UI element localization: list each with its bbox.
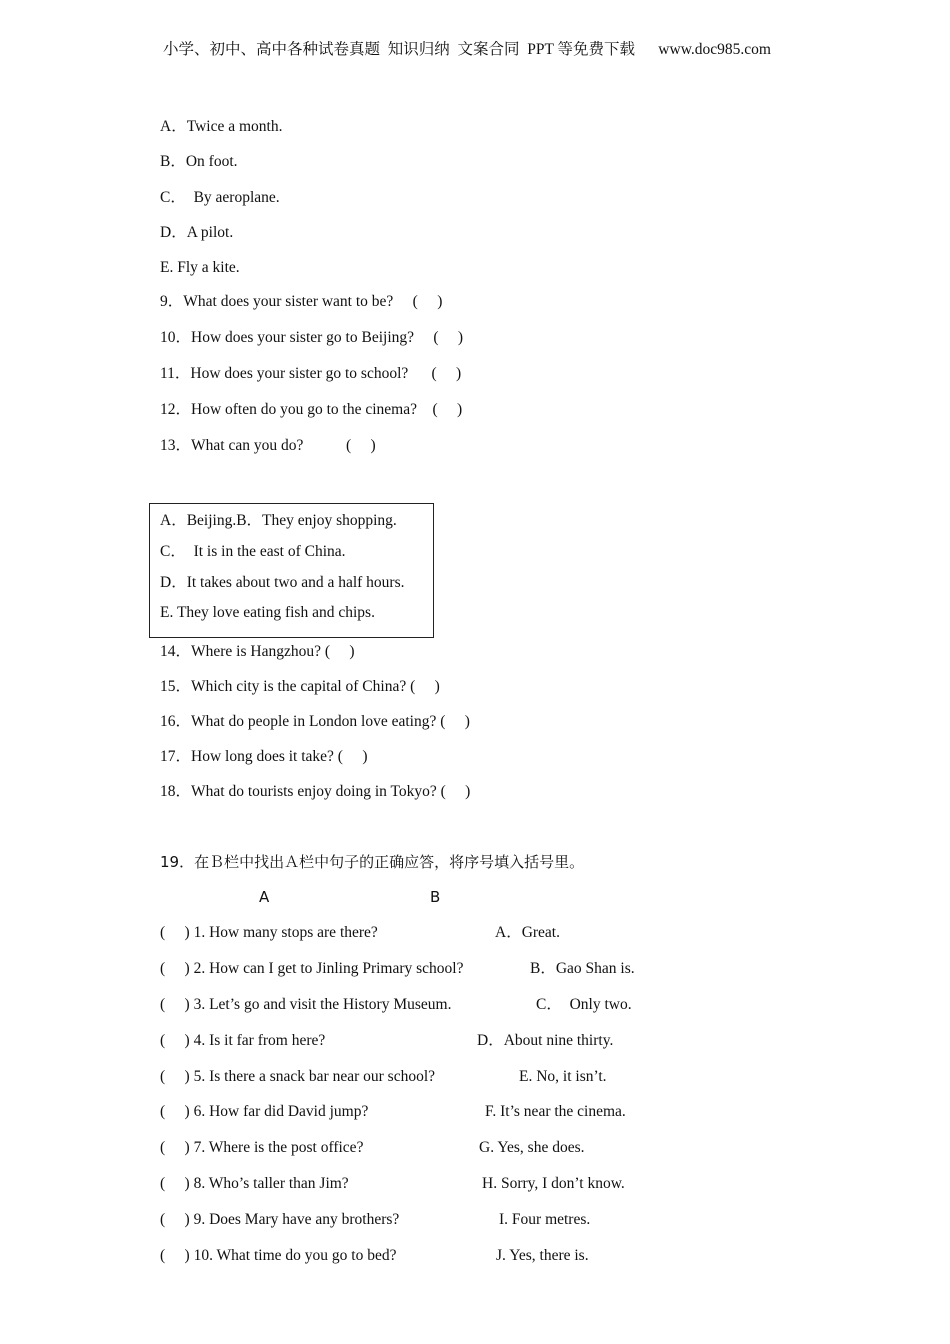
match-b-g: G. Yes, she does. [479,1139,585,1156]
box-option-ab: A．Beijing.B．They enjoy shopping. [160,512,397,529]
box-option-c: C． It is in the east of China. [160,543,346,560]
match-a-2: ( ) 2. How can I get to Jinling Primary school? [160,960,464,977]
column-b-label: B [430,888,441,906]
option-c: C． By aeroplane. [160,189,280,206]
match-b-c: C． Only two. [536,996,632,1013]
box-option-d: D．It takes about two and a half hours. [160,574,405,591]
question-16: 16．What do people in London love eating? ( ) [160,713,470,730]
question-10: 10．How does your sister go to Beijing? ( ) [160,329,464,346]
question-12: 12．How often do you go to the cinema? ( ) [160,401,463,418]
question-18: 18．What do tourists enjoy doing in Tokyo? ( ) [160,783,471,800]
option-b: B．On foot. [160,153,238,170]
match-a-6: ( ) 6. How far did David jump? [160,1103,369,1120]
column-a-label: A [259,888,270,906]
option-a: A．Twice a month. [160,118,283,135]
match-a-8: ( ) 8. Who’s taller than Jim? [160,1175,349,1192]
match-a-3: ( ) 3. Let’s go and visit the History Museum. [160,996,452,1013]
match-a-1: ( ) 1. How many stops are there? [160,924,378,941]
match-b-i: I. Four metres. [499,1211,591,1228]
match-b-e: E. No, it isn’t. [519,1068,607,1085]
page-header: 小学、初中、高中各种试卷真题 知识归纳 文案合同 PPT 等免费下载 www.doc985.com [163,41,771,58]
instruction-19: 19．在Ｂ栏中找出Ａ栏中句子的正确应答，将序号填入括号里。 [160,853,585,871]
question-17: 17．How long does it take? ( ) [160,748,368,765]
match-a-7: ( ) 7. Where is the post office? [160,1139,364,1156]
match-b-j: J. Yes, there is. [496,1247,589,1264]
match-a-10: ( ) 10. What time do you go to bed? [160,1247,397,1264]
question-13: 13．What can you do? ( ) [160,437,376,454]
match-a-4: ( ) 4. Is it far from here? [160,1032,326,1049]
match-b-a: A．Great. [495,924,560,941]
question-9: 9．What does your sister want to be? ( ) [160,293,443,310]
question-15: 15．Which city is the capital of China? ( ) [160,678,440,695]
option-d: D．A pilot. [160,224,234,241]
match-b-f: F. It’s near the cinema. [485,1103,626,1120]
question-11: 11．How does your sister go to school? ( ) [160,365,462,382]
match-b-b: B．Gao Shan is. [530,960,635,977]
match-b-h: H. Sorry, I don’t know. [482,1175,625,1192]
box-option-e: E. They love eating fish and chips. [160,604,375,621]
option-e: E. Fly a kite. [160,259,240,276]
match-a-5: ( ) 5. Is there a snack bar near our school? [160,1068,436,1085]
question-14: 14．Where is Hangzhou? ( ) [160,643,355,660]
match-a-9: ( ) 9. Does Mary have any brothers? [160,1211,400,1228]
match-b-d: D．About nine thirty. [477,1032,614,1049]
